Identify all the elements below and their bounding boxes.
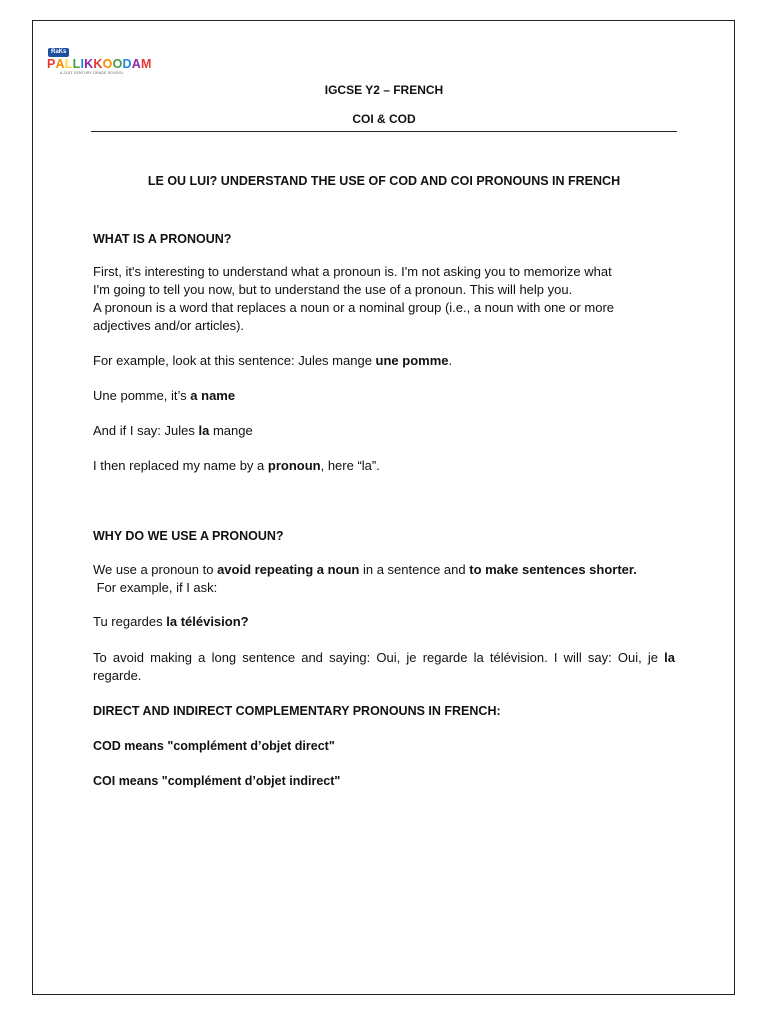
pronoun-example-end: mange <box>209 423 253 438</box>
logo-badge: RaKs <box>48 48 69 57</box>
replacement-text: I then replaced my name by a <box>93 458 268 473</box>
noun-text: Une pomme, it’s <box>93 388 191 403</box>
logo-letter: L <box>64 57 73 71</box>
why-text-c: in a sentence and <box>359 562 470 577</box>
avoid-bold: la <box>664 650 675 665</box>
logo-letter: K <box>84 57 94 71</box>
paragraph-intro <box>93 263 675 335</box>
intro-line-4: adjectives and/or articles). <box>93 318 245 333</box>
intro-line-2: I'm going to tell you now, but to understand the use of a pronoun. This will help you. <box>93 282 573 297</box>
question-text: Tu regardes <box>93 614 167 629</box>
main-title: LE OU LUI? UNDERSTAND THE USE OF COD AND COI PRONOUNS IN FRENCH <box>147 174 621 188</box>
example-text: For example, look at this sentence: Jules mange <box>93 353 376 368</box>
pronoun-example-bold: la <box>198 423 210 438</box>
logo-letter: L <box>72 57 81 71</box>
topic-title: COI & COD <box>352 112 416 126</box>
pronoun-example-text: And if I say: Jules <box>93 423 199 438</box>
why-bold-d: to make sentences shorter. <box>469 562 637 577</box>
question-bold: la télévision? <box>166 614 249 629</box>
avoid-text: To avoid making a long sentence and saying: Oui, je regarde la télévision. I will say: Oui, je <box>93 650 665 665</box>
course-title: IGCSE Y2 – FRENCH <box>324 83 444 97</box>
coi-definition: COI means "complément d’objet indirect" <box>93 774 341 788</box>
logo-letter: P <box>47 57 56 71</box>
avoid-end: regarde. <box>93 668 142 683</box>
logo-letter: A <box>131 57 141 71</box>
logo-tagline: A 21ST CENTURY GRADE SCHOOL <box>60 71 124 75</box>
intro-line-3: A pronoun is a word that replaces a noun or a nominal group (i.e., a noun with one or more <box>93 300 615 315</box>
pronoun-example <box>93 422 675 440</box>
why-line-2: For example, if I ask: <box>93 580 218 595</box>
paragraph-why <box>93 561 675 597</box>
intro-line-1: First, it's interesting to understand what a pronoun is. I'm not asking you to memorize what <box>93 264 612 279</box>
replacement-statement <box>93 457 675 475</box>
header-divider <box>91 131 677 132</box>
logo-wordmark <box>47 57 152 71</box>
example-bold: une pomme <box>375 353 449 368</box>
question-example <box>93 613 675 631</box>
why-text-a: We use a pronoun to <box>93 562 218 577</box>
replacement-end: , here “la”. <box>320 458 380 473</box>
heading-what-is-pronoun: WHAT IS A PRONOUN? <box>93 232 232 246</box>
logo-letter: I <box>80 57 85 71</box>
heading-direct-indirect: DIRECT AND INDIRECT COMPLEMENTARY PRONOUNS IN FRENCH: <box>93 704 501 718</box>
why-line-1 <box>93 561 675 579</box>
logo-letter: K <box>93 57 103 71</box>
replacement-bold: pronoun <box>267 458 321 473</box>
logo-letter: O <box>102 57 113 71</box>
noun-statement <box>93 387 675 405</box>
paragraph-avoid <box>93 649 675 685</box>
logo-letter: D <box>122 57 132 71</box>
logo-letter: A <box>55 57 65 71</box>
logo-letter: M <box>140 57 152 71</box>
school-logo <box>47 46 152 80</box>
logo-letter: O <box>112 57 123 71</box>
example-end: . <box>448 353 453 368</box>
heading-why-pronoun: WHY DO WE USE A PRONOUN? <box>93 529 284 543</box>
page-border <box>32 20 735 995</box>
noun-bold: a name <box>190 388 236 403</box>
example-sentence <box>93 352 675 370</box>
why-bold-b: avoid repeating a noun <box>217 562 360 577</box>
cod-definition: COD means "complément d’objet direct" <box>93 739 335 753</box>
